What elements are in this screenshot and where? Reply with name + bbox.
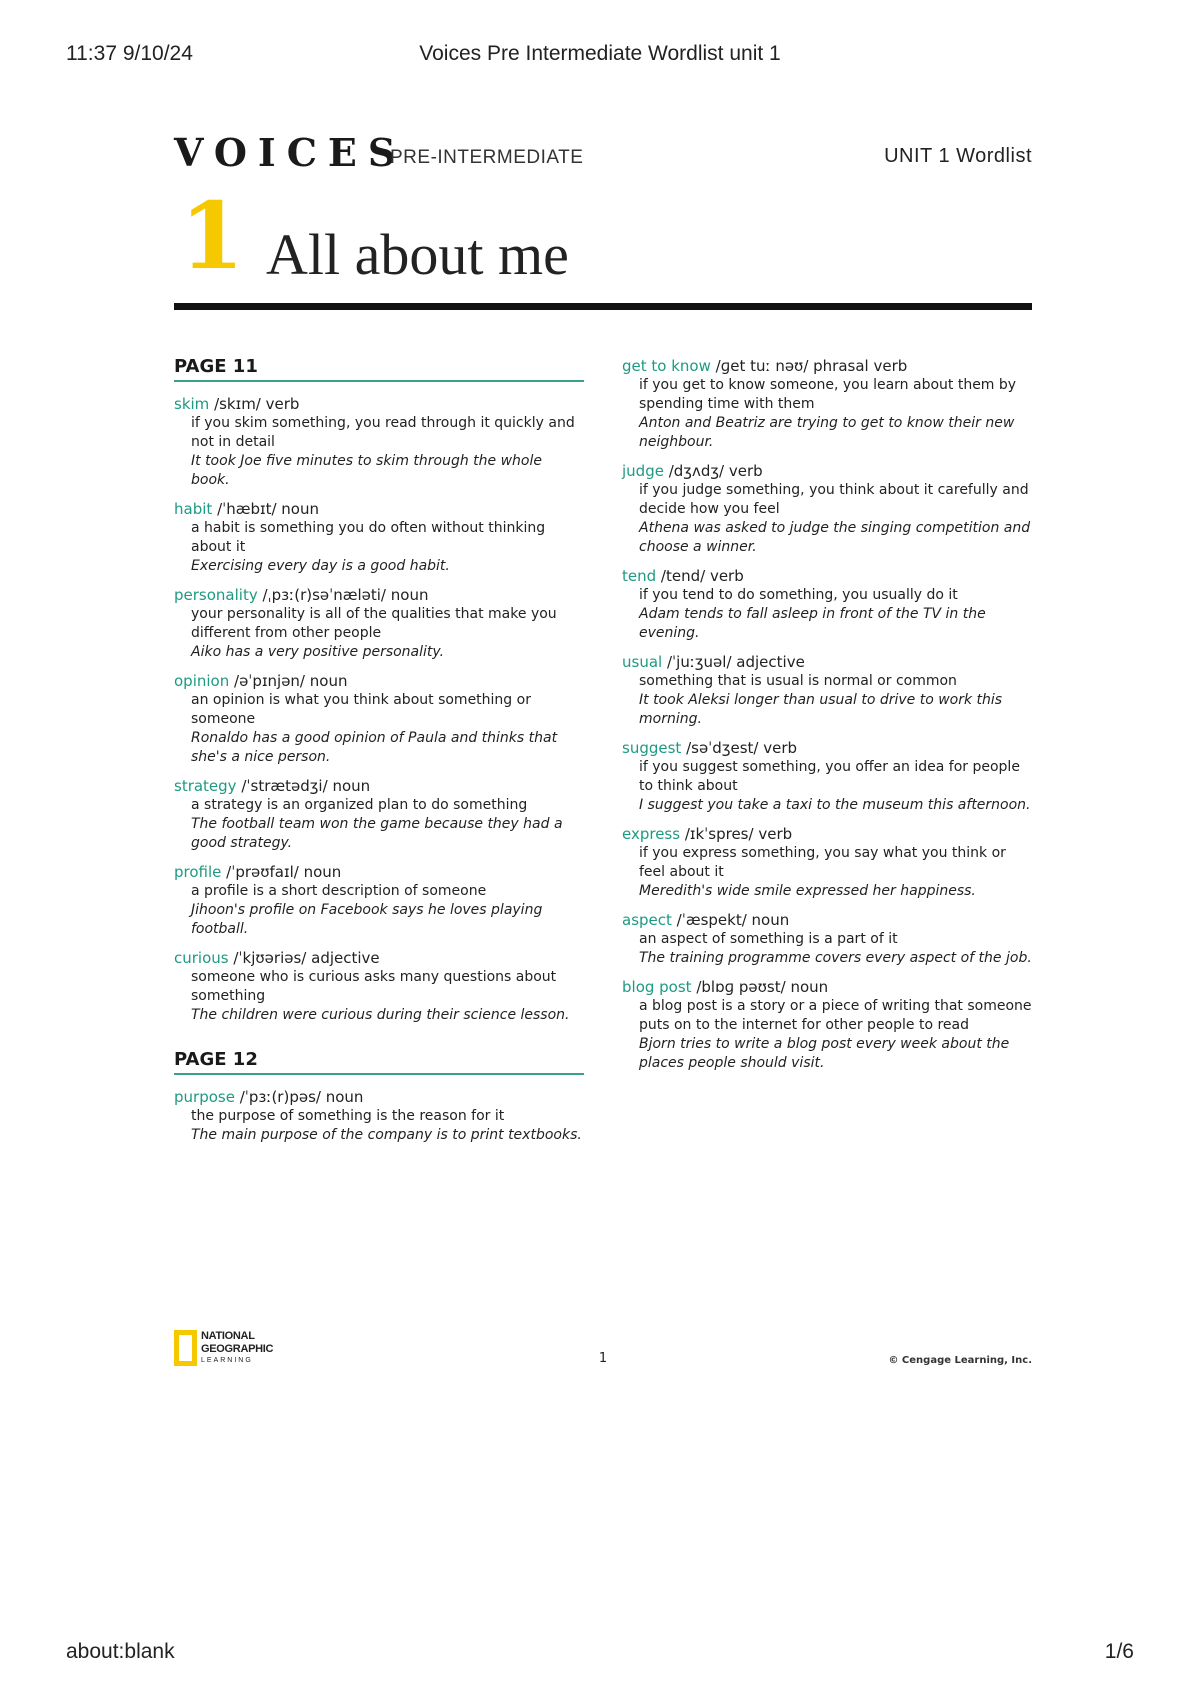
wordlist-entry (174, 948, 584, 1025)
headword: usual (622, 653, 663, 671)
unit-number: 1 (180, 182, 245, 290)
unit-title: All about me (266, 222, 569, 287)
pronunciation: /dʒʌdʒ/ (668, 462, 725, 480)
example-sentence: Athena was asked to judge the singing competition and choose a winner. (639, 520, 1031, 555)
example-sentence: It took Joe five minutes to skim through the whole book. (191, 453, 542, 488)
headword: aspect (622, 911, 672, 929)
headword: judge (622, 462, 664, 480)
pronunciation: /blɒɡ pəʊst/ (696, 978, 786, 996)
example-sentence: The football team won the game because they had a good strategy. (191, 816, 563, 851)
pronunciation: /ˈprəʊfaɪl/ (226, 863, 299, 881)
wordlist-entry (622, 824, 1032, 901)
part-of-speech: verb (728, 462, 763, 480)
wordlist-page (174, 130, 1032, 1390)
example-sentence: Bjorn tries to write a blog post every week about the places people should visit. (639, 1036, 1010, 1071)
voices-logo: VOICES (174, 130, 407, 175)
example-sentence: Anton and Beatriz are trying to get to know their new neighbour. (639, 415, 1015, 450)
page-number: 1 (598, 1351, 608, 1366)
headword: profile (174, 863, 222, 881)
pronunciation: /ˈjuːʒuəl/ (666, 653, 732, 671)
definition: a strategy is an organized plan to do something (191, 797, 528, 813)
wordlist-entry (622, 652, 1032, 729)
entry-headword-line (622, 461, 1032, 481)
left-column (174, 356, 584, 1154)
entry-headword-line (622, 738, 1032, 758)
definition: a habit is something you do often without thinking about it (191, 520, 546, 555)
example-sentence: Aiko has a very positive personality. (191, 644, 445, 660)
copyright: © Cengage Learning, Inc. (888, 1355, 1032, 1366)
pronunciation: /ˈhæbɪt/ (217, 500, 277, 518)
entry-headword-line (174, 1087, 584, 1107)
headword: tend (622, 567, 657, 585)
pronunciation: /ɡet tuː nəʊ/ (715, 357, 809, 375)
example-sentence: The children were curious during their science lesson. (191, 1007, 570, 1023)
definition: your personality is all of the qualities that make you different from other people (191, 606, 557, 641)
part-of-speech: noun (325, 1088, 364, 1106)
entry-headword-line (174, 585, 584, 605)
headword: blog post (622, 978, 692, 996)
part-of-speech: adjective (311, 949, 380, 967)
entry-headword-line (622, 910, 1032, 930)
pronunciation: /ɪkˈspres/ (684, 825, 754, 843)
part-of-speech: noun (332, 777, 371, 795)
headword: express (622, 825, 681, 843)
entry-headword-line (622, 356, 1032, 376)
example-sentence: Ronaldo has a good opinion of Paula and thinks that she's a nice person. (191, 730, 558, 765)
right-column (622, 356, 1032, 1082)
print-title: Voices Pre Intermediate Wordlist unit 1 (419, 42, 781, 65)
wordlist-entry (622, 910, 1032, 968)
print-url: about:blank (66, 1640, 175, 1663)
wordlist-entry (174, 585, 584, 662)
entry-headword-line (622, 977, 1032, 997)
pronunciation: /ˈkjʊəriəs/ (233, 949, 307, 967)
headword: habit (174, 500, 213, 518)
brand-row (174, 130, 1032, 180)
part-of-speech: verb (758, 825, 793, 843)
part-of-speech: noun (390, 586, 429, 604)
title-divider (174, 303, 1032, 310)
definition: someone who is curious asks many questions about something (191, 969, 557, 1004)
part-of-speech: adjective (736, 653, 805, 671)
wordlist-entry (174, 671, 584, 767)
unit-label: UNIT 1 Wordlist (884, 145, 1032, 167)
definition: an opinion is what you think about something or someone (191, 692, 531, 727)
wordlist-entry (174, 394, 584, 490)
headword: opinion (174, 672, 230, 690)
example-sentence: Exercising every day is a good habit. (191, 558, 450, 574)
headword: curious (174, 949, 229, 967)
definition: something that is usual is normal or common (639, 673, 957, 689)
headword: strategy (174, 777, 237, 795)
part-of-speech: noun (751, 911, 790, 929)
wordlist-entry (174, 776, 584, 853)
part-of-speech: noun (309, 672, 348, 690)
example-sentence: The main purpose of the company is to print textbooks. (191, 1127, 582, 1143)
wordlist-entry (622, 566, 1032, 643)
definition: a blog post is a story or a piece of writing that someone puts on to the internet for other people to read (639, 998, 1032, 1033)
part-of-speech: noun (790, 978, 829, 996)
pronunciation: /səˈdʒest/ (686, 739, 759, 757)
headword: get to know (622, 357, 711, 375)
print-page-count: 1/6 (1104, 1640, 1134, 1663)
logo-text: NATIONAL GEOGRAPHIC (201, 1330, 274, 1355)
wordlist-entry (622, 977, 1032, 1073)
entry-headword-line (174, 671, 584, 691)
wordlist-entry (622, 461, 1032, 557)
example-sentence: The training programme covers every aspect of the job. (639, 950, 1032, 966)
part-of-speech: verb (709, 567, 744, 585)
definition: if you suggest something, you offer an idea for people to think about (639, 759, 1020, 794)
wordlist-entry (174, 499, 584, 576)
entry-headword-line (622, 824, 1032, 844)
definition: if you judge something, you think about it carefully and decide how you feel (639, 482, 1029, 517)
entry-headword-line (174, 776, 584, 796)
logo-subtext: LEARNING (201, 1357, 253, 1364)
definition: the purpose of something is the reason for it (191, 1108, 505, 1124)
wordlist-entry (622, 738, 1032, 815)
part-of-speech: verb (763, 739, 798, 757)
pronunciation: /ˌpɜː(r)səˈnæləti/ (262, 586, 386, 604)
pronunciation: /skɪm/ (214, 395, 261, 413)
headword: suggest (622, 739, 682, 757)
headword: personality (174, 586, 258, 604)
pronunciation: /ˈpɜː(r)pəs/ (239, 1088, 321, 1106)
example-sentence: I suggest you take a taxi to the museum this afternoon. (639, 797, 1031, 813)
entry-headword-line (622, 566, 1032, 586)
definition: if you express something, you say what you think or feel about it (639, 845, 1006, 880)
print-datetime: 11:37 9/10/24 (66, 42, 193, 65)
definition: a profile is a short description of someone (191, 883, 487, 899)
section-heading: PAGE 12 (174, 1049, 584, 1075)
section-heading: PAGE 11 (174, 356, 584, 382)
entry-headword-line (622, 652, 1032, 672)
wordlist-entry (622, 356, 1032, 452)
wordlist-entry (174, 1087, 584, 1145)
wordlist-entry (174, 862, 584, 939)
definition: if you tend to do something, you usually do it (639, 587, 958, 603)
pronunciation: /tend/ (660, 567, 706, 585)
entry-headword-line (174, 862, 584, 882)
entry-headword-line (174, 499, 584, 519)
example-sentence: It took Aleksi longer than usual to drive to work this morning. (639, 692, 1003, 727)
example-sentence: Adam tends to fall asleep in front of the TV in the evening. (639, 606, 986, 641)
pronunciation: /əˈpɪnjən/ (234, 672, 305, 690)
pronunciation: /ˈstrætədʒi/ (241, 777, 328, 795)
entry-headword-line (174, 948, 584, 968)
part-of-speech: noun (303, 863, 342, 881)
part-of-speech: phrasal verb (813, 357, 908, 375)
definition: if you get to know someone, you learn about them by spending time with them (639, 377, 1017, 412)
headword: skim (174, 395, 210, 413)
definition: if you skim something, you read through it quickly and not in detail (191, 415, 575, 450)
part-of-speech: noun (281, 500, 319, 518)
course-level: PRE-INTERMEDIATE (390, 147, 584, 168)
headword: purpose (174, 1088, 235, 1106)
example-sentence: Meredith's wide smile expressed her happiness. (639, 883, 976, 899)
definition: an aspect of something is a part of it (639, 931, 898, 947)
example-sentence: Jihoon's profile on Facebook says he loves playing football. (191, 902, 543, 937)
part-of-speech: verb (265, 395, 300, 413)
entry-headword-line (174, 394, 584, 414)
pronunciation: /ˈæspekt/ (676, 911, 747, 929)
